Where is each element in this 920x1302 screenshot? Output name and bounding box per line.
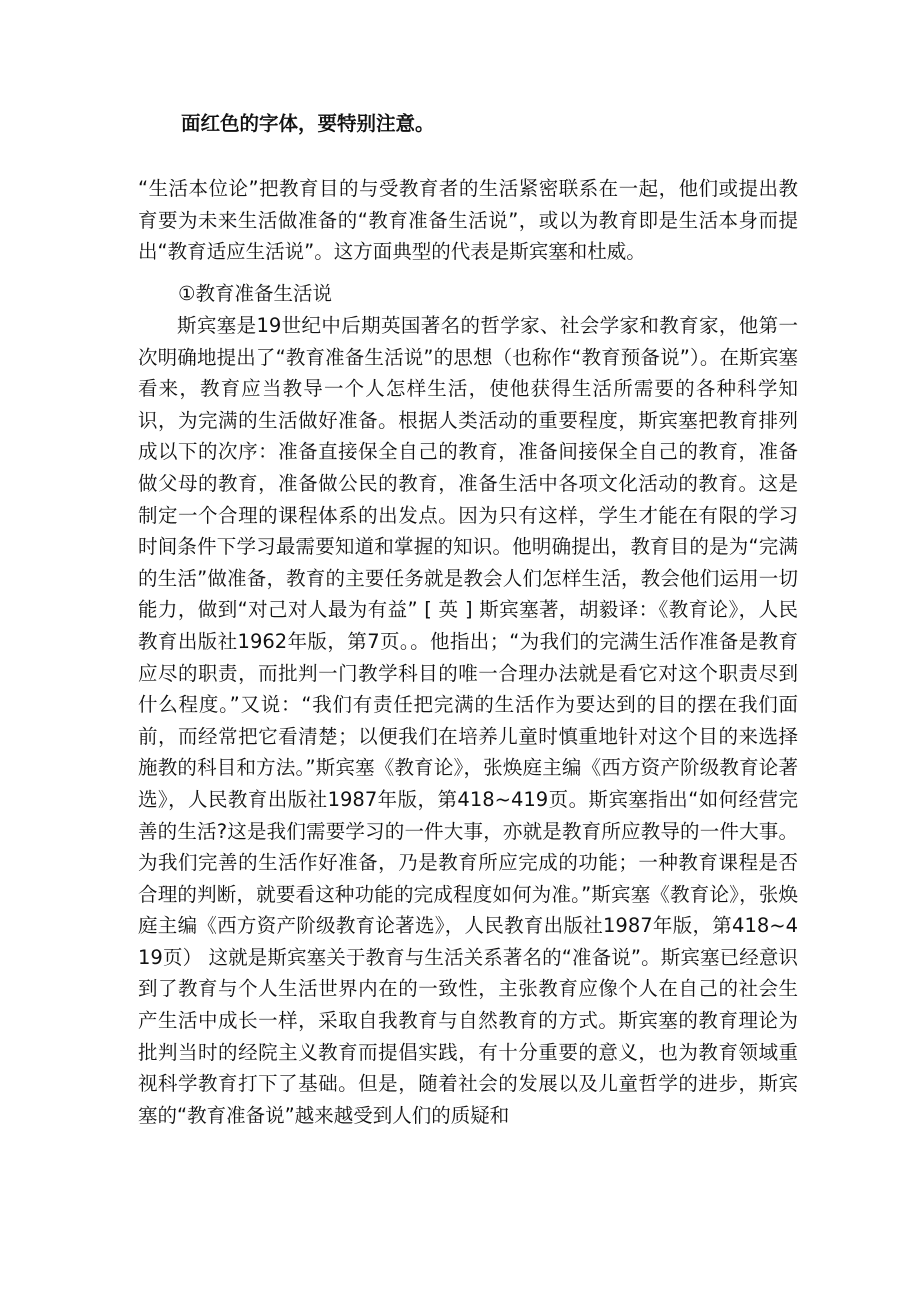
top-note: 面红色的字体，要特别注意。 (181, 112, 435, 135)
paragraph-intro: “生活本位论”把教育目的与受教育者的生活紧密联系在一起，他们或提出教育要为未来生活做准备的“教育准备生活说”，或以为教育即是生活本身而提出“教育适应生活说”。这方面典型的代表是斯宾塞和杜威。 (138, 177, 798, 264)
section-heading: ①教育准备生活说 (178, 282, 332, 305)
paragraph-main: 斯宾塞是19世纪中后期英国著名的哲学家、社会学家和教育家，他第一次明确地提出了“教育准备生活说”的思想（也称作“教育预备说”）。在斯宾塞看来，教育应当教导一个人怎样生活，使他获得生活所需要的各种科学知识，为完满的生活做好准备。根据人类活动的重要程度，斯宾塞把教育排列成以下的次序：准备直接保全自己的教育，准备间接保全自己的教育，准备做父母的教育，准备做公民的教育，准备生活中各项文化活动的教育。这是制定一个合理的课程体系的出发点。因为只有这样，学生才能在有限的学习时间条件下学习最需要知道和掌握的知识。他明确提出，教育目的是为“完满的生活”做准备，教育的主要任务就是教会人们怎样生活，教会他们运用一切能力，做到“对己对人最为有益” [ 英 ] 斯宾塞著，胡毅译：《教育论》，人民教育出版社1962年版，第7页。。他指出；“为我们的完满生活作准备是教育应尽的职责，而批判一门教学科目的唯一合理办法就是看它对这个职责尽到什么程度。”又说：“我们有责任把完满的生活作为要达到的目的摆在我们面前，而经常把它看清楚；以便我们在培养儿童时慎重地针对这个目的来选择施教的科目和方法。”斯宾塞《教育论》，张焕庭主编《西方资产阶级教育论著选》，人民教育出版社1987年版，第418~419页。斯宾塞指出“如何经营完善的生活?这是我们需要学习的一件大事，亦就是教育所应教导的一件大事。为我们完善的生活作好准备，乃是教育所应完成的功能；一种教育课程是否合理的判断，就要看这种功能的完成程度如何为准。”斯宾塞《教育论》，张焕庭主编《西方资产阶级教育论著选》，人民教育出版社1987年版，第418~419页） 这就是斯宾塞关于教育与生活关系著名的“准备说”。斯宾塞已经意识到了教育与个人生活世界内在的一致性，主张教育应像个人在自己的社会生产生活中成长一样，采取自我教育与自然教育的方式。斯宾塞的教育理论为批判当时的经院主义教育而提倡实践，有十分重要的意义，也为教育领域重视科学教育打下了基础。但是，随着社会的发展以及儿童哲学的进步，斯宾塞的“教育准备说”越来越受到人们的质疑和 (138, 314, 798, 1127)
